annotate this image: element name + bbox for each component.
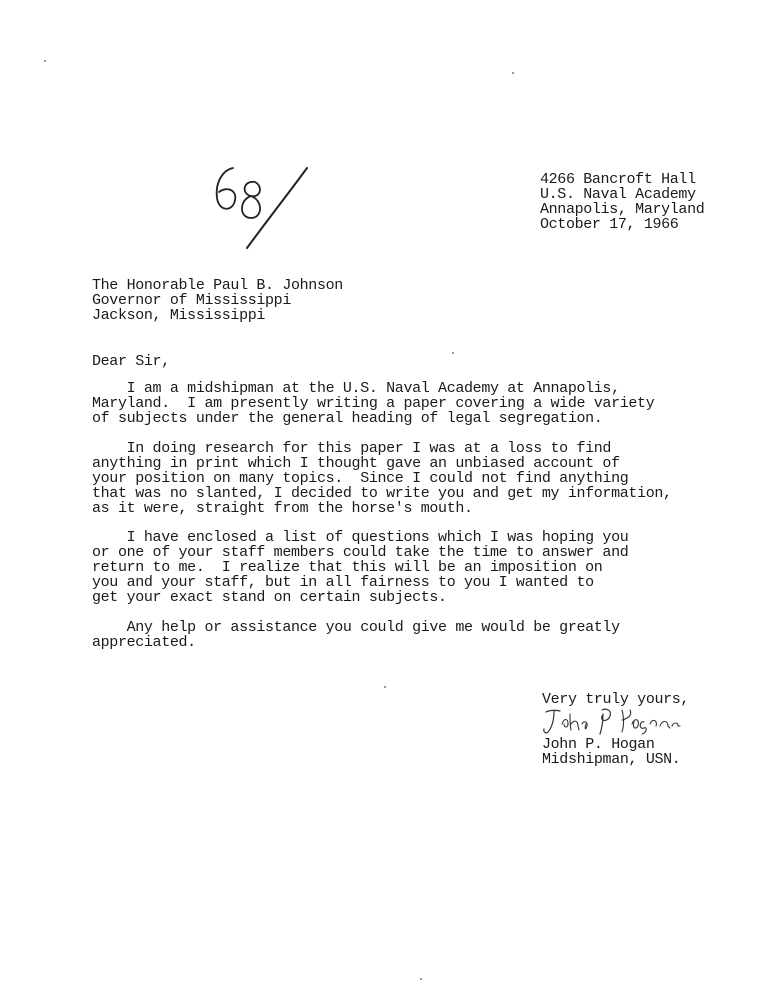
scan-speck — [512, 72, 514, 74]
signer-name: John P. Hogan — [542, 736, 655, 753]
salutation: Dear Sir, — [92, 353, 170, 370]
letter-date: October 17, 1966 — [540, 216, 679, 233]
signer-title: Midshipman, USN. — [542, 751, 681, 768]
return-address-line: 4266 Bancroft Hall — [540, 171, 696, 188]
body-line: of subjects under the general heading of legal segregation. — [92, 410, 603, 427]
recipient-line: The Honorable Paul B. Johnson — [92, 277, 343, 294]
return-address-line: U.S. Naval Academy — [540, 186, 696, 203]
body-line: appreciated. — [92, 634, 196, 651]
body-line: In doing research for this paper I was at a loss to find — [92, 440, 612, 457]
handwritten-signature — [540, 704, 690, 738]
scan-speck — [44, 60, 46, 62]
body-line: Maryland. I am presently writing a paper covering a wide variety — [92, 395, 655, 412]
body-line: or one of your staff members could take the time to answer and — [92, 544, 629, 561]
recipient-line: Governor of Mississippi — [92, 292, 291, 309]
body-line: I have enclosed a list of questions which I was hoping you — [92, 529, 629, 546]
body-line: Any help or assistance you could give me would be greatly — [92, 619, 620, 636]
scan-speck — [420, 978, 422, 980]
handwritten-annotation — [205, 160, 315, 255]
scan-speck — [384, 686, 386, 688]
body-line: your position on many topics. Since I could not find anything — [92, 470, 629, 487]
return-address-line: Annapolis, Maryland — [540, 201, 705, 218]
body-line: anything in print which I thought gave an unbiased account of — [92, 455, 620, 472]
body-line: that was no slanted, I decided to write you and get my information, — [92, 485, 672, 502]
scan-speck — [452, 352, 454, 354]
body-line: as it were, straight from the horse's mouth. — [92, 500, 473, 517]
closing: Very truly yours, — [542, 691, 690, 708]
body-line: get your exact stand on certain subjects. — [92, 589, 447, 606]
body-line: return to me. I realize that this will be an imposition on — [92, 559, 603, 576]
recipient-line: Jackson, Mississippi — [92, 307, 266, 324]
body-line: you and your staff, but in all fairness to you I wanted to — [92, 574, 594, 591]
body-line: I am a midshipman at the U.S. Naval Academy at Annapolis, — [92, 380, 620, 397]
